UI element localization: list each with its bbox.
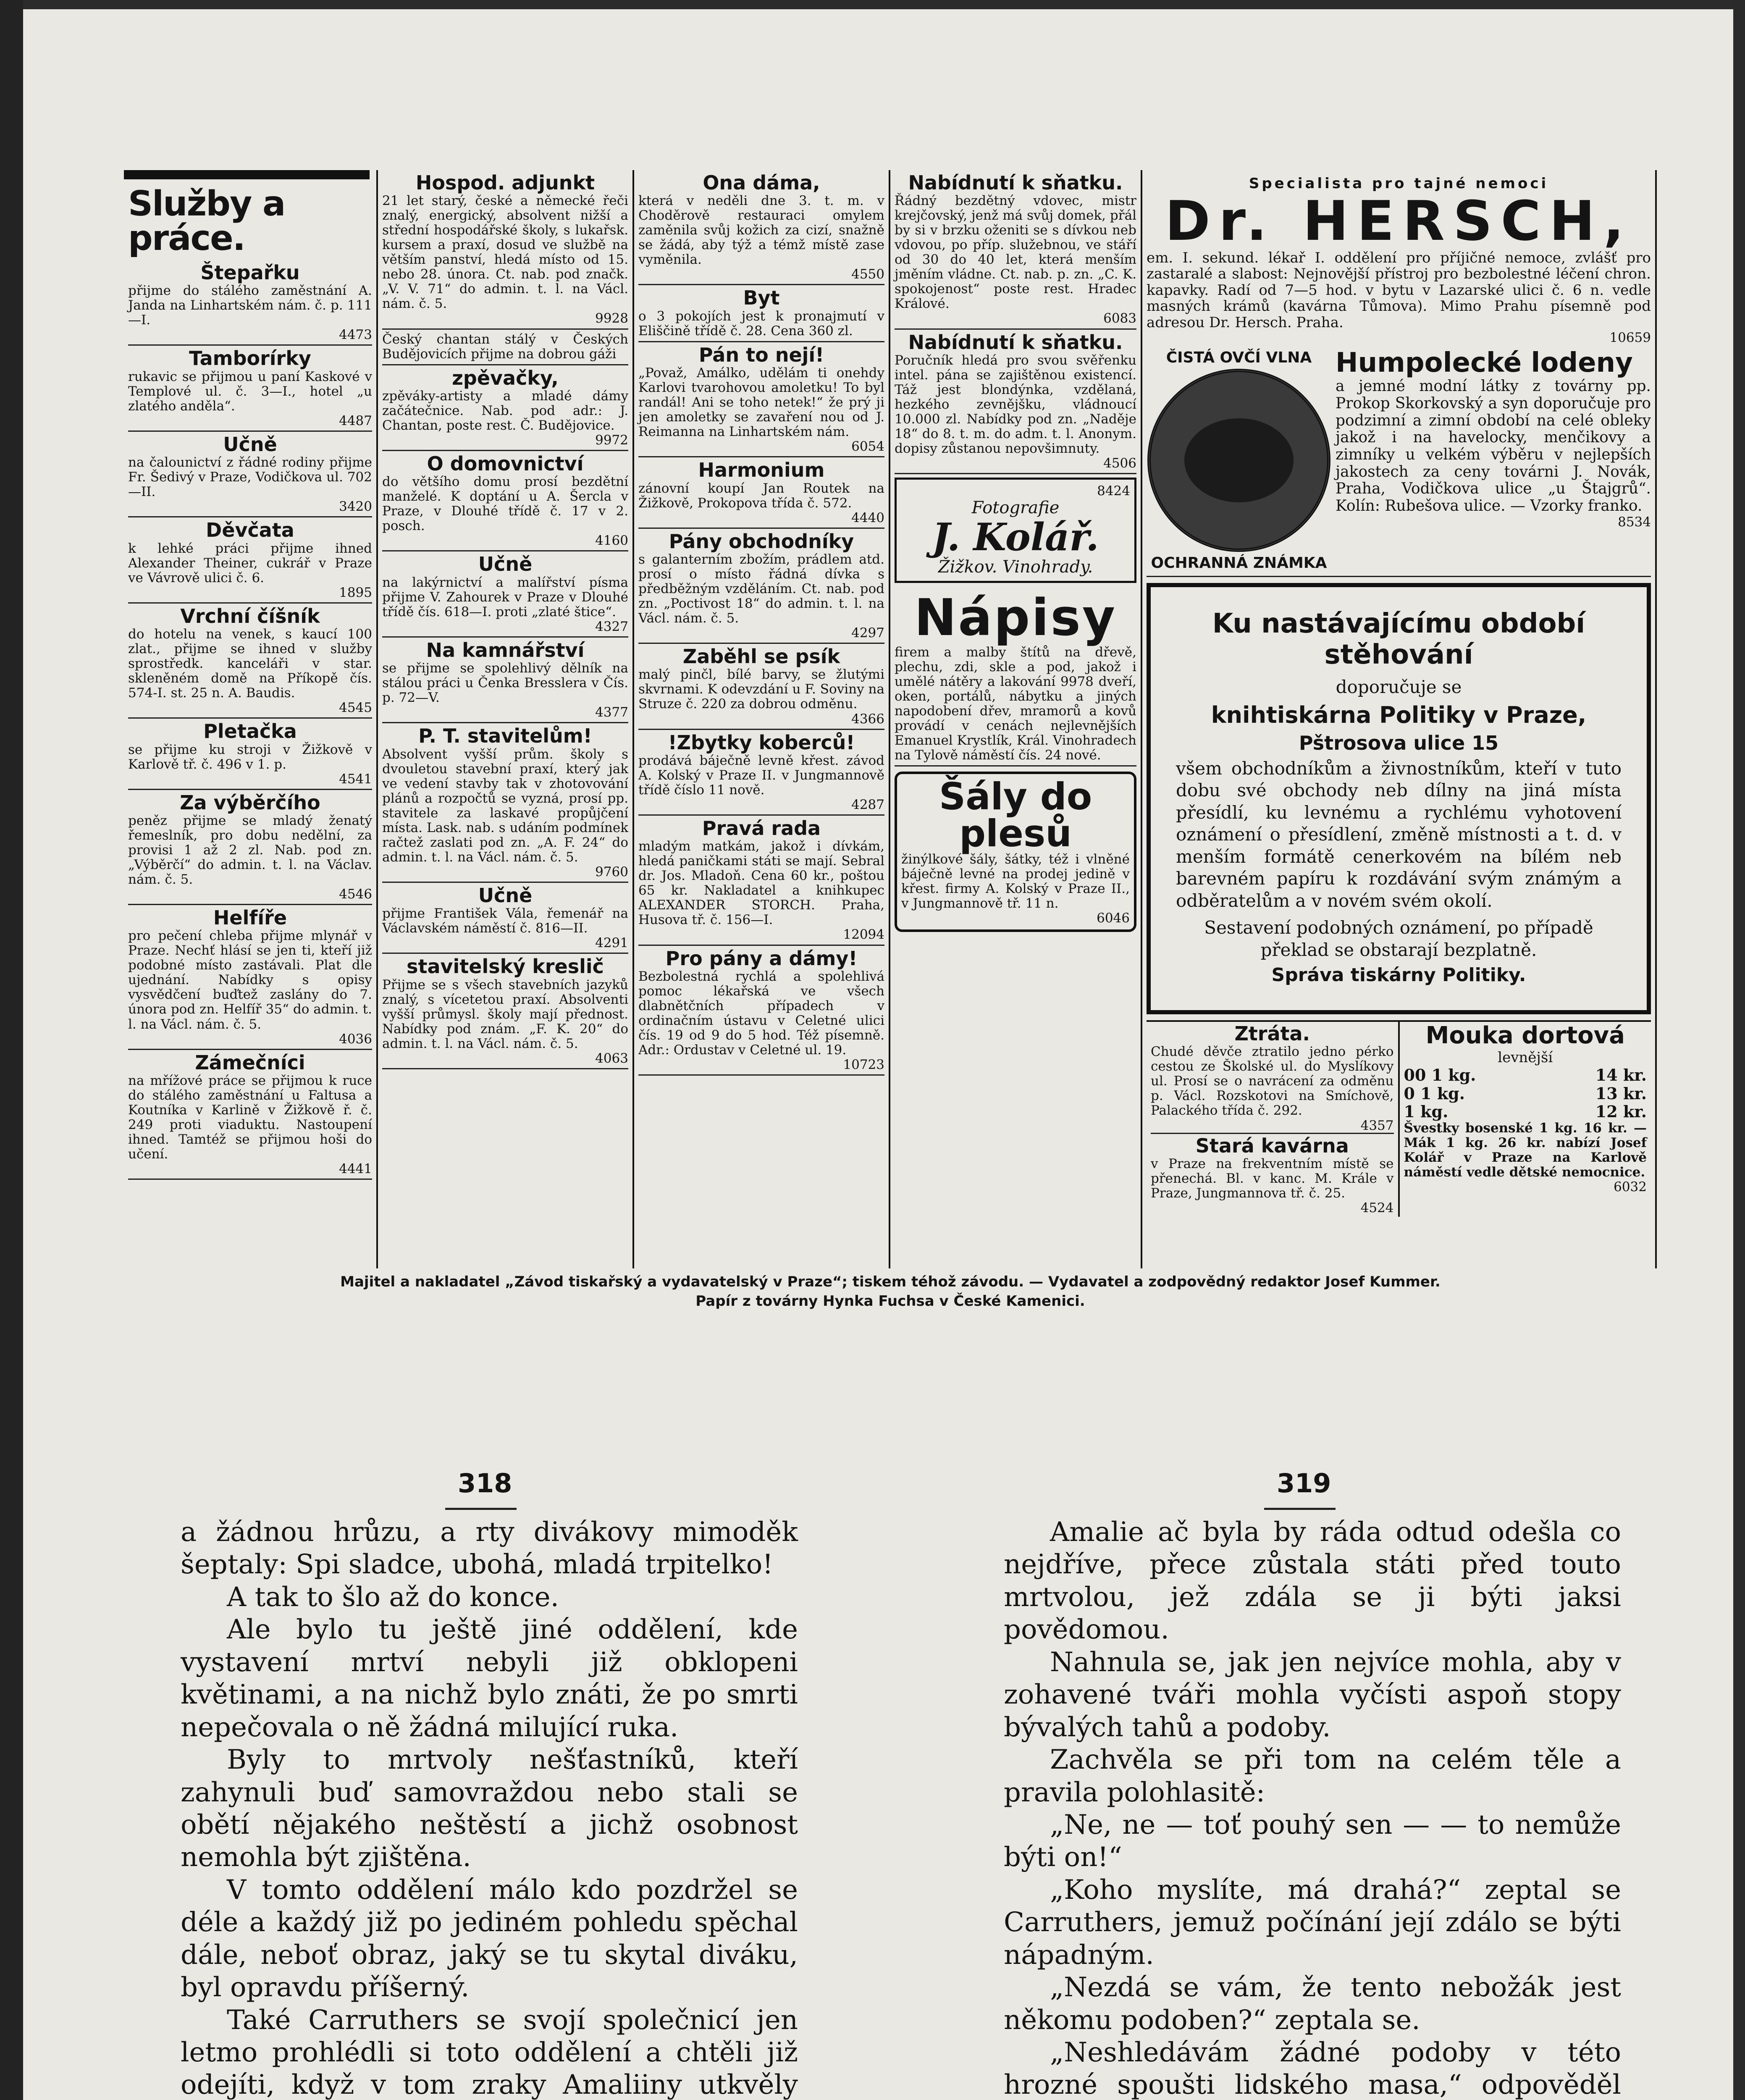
ad-number: 8534	[1618, 514, 1651, 530]
printshop-address: Pštrosova ulice 15	[1299, 731, 1499, 754]
paragraph: „Neshledávám žádné podoby v této hrozné spoušti lidského masa,“ odpověděl	[1004, 2037, 1621, 2100]
ad-number: 6054	[851, 439, 884, 454]
ad-number: 4287	[851, 797, 884, 812]
ad-body: firem a malby štítů na dřevě, plechu, zdi, skle a pod, jakož i umělé nátěry a lakování 9978 dveří, oken, portálů, nábytku a jiných napodobení dřev, mramorů a kovů provádí v cenách nejlevnějších Emanuel Krystlík, Král. Vinohradech na Tylově náměstí čís. 24 nové.	[895, 644, 1136, 763]
ad-heading: Nabídnutí k sňatku.	[908, 331, 1123, 354]
ad-item	[382, 638, 628, 723]
ad-number: 4327	[595, 619, 628, 634]
ad-number: 9760	[595, 864, 628, 879]
ad-heading: P. T. stavitelům!	[418, 724, 592, 748]
ads-page	[124, 170, 1657, 1310]
paragraph: Také Carruthers se svojí společnicí jen letmo prohlédli si toto oddělení a chtěli již odejíti, když v tom zraky Amaliiny utkvěly	[181, 2004, 798, 2100]
ad-body: peněz přijme se mladý ženatý řemeslník, pro dobu nedělní, za provisi 1 až 2 zl. Nab. pod zn. „Výběrčí“ do admin. t. l. na Václav. nám. č. 5.	[128, 813, 372, 887]
ad-marriage-2	[895, 330, 1136, 475]
ad-heading: Vrchní číšník	[180, 604, 320, 627]
ad-item	[638, 730, 884, 816]
ad-body: a jemné modní látky z továrny pp. Prokop Skorkovský a syn doporučuje pro podzimní a zimní období na celé obleky jakož i na havelocky, menčikovy a zimníky u velkém výběru v nejlepších jakostech za ceny továrni J. Novák, Praha, Vodičkova ulice „u Štajgrů“. Kolín: Rubešova ulice. — Vzorky franko.	[1336, 378, 1651, 515]
ad-body: rukavic se přijmou u paní Kaskové v Templové ul. č. 3—I., hotel „u zlatého anděla“.	[128, 369, 372, 414]
ad-heading: Stará kavárna	[1151, 1133, 1394, 1156]
ad-number: 3420	[339, 499, 372, 514]
ad-number: 4441	[339, 1161, 372, 1176]
ad-body: Bezbolestná rychlá a spolehlivá pomoc lékařská ve všech dlabnětčních případech v ordinačním ústavu v Celetné ulici čís. 19 od 9 do 5 hod. Též písemně. Adr.: Ordustav v Celetné ul. 19.	[638, 969, 884, 1058]
ad-item	[128, 790, 372, 905]
ad-number: 4550	[851, 267, 884, 282]
sheep-emblem-icon	[1147, 369, 1330, 552]
ad-body: malý pinčl, bílé barvy, se žlutými skvrnami. K odevzdání u F. Soviny na Struze č. 220 za dobrou odměnu.	[638, 667, 884, 712]
ads-column-4	[890, 170, 1142, 1268]
ad-heading: Humpolecké lodeny	[1336, 347, 1633, 379]
ad-heading: Pány obchodníky	[669, 530, 854, 553]
paragraph: Zachvěla se při tom na celém těle a pravila polohlasitě:	[1004, 1744, 1621, 1808]
ads-column-2	[378, 170, 634, 1268]
ad-item	[128, 905, 372, 1050]
ad-item	[128, 517, 372, 603]
ad-item	[638, 816, 884, 945]
ad-body: do většího domu prosí bezdětní manželé. K doptání u A. Šercla v Praze, v Dlouhé třídě č. 17 v 2. posch.	[382, 474, 628, 534]
book-text-left	[181, 1516, 798, 2100]
ad-number: 4063	[595, 1050, 628, 1066]
ad-heading: Pán to nejí!	[698, 343, 824, 366]
ad-number: 4473	[339, 327, 372, 343]
ad-item	[382, 883, 628, 954]
ad-body: na lakýrnictví a malířství písma přijme V. Zahourek v Praze v Dlouhé třídě čís. 618—I. proti „zlaté štice“.	[382, 575, 628, 620]
price-row: 1 kg. 12 kr.	[1404, 1102, 1647, 1121]
ad-heading: Učně	[478, 553, 533, 576]
ad-heading: !Zbytky koberců!	[668, 731, 855, 754]
ad-body: k lehké práci přijme ihned Alexander Theiner, cukrář v Praze ve Vávrově ulici č. 6.	[128, 541, 372, 585]
ads-column-3	[634, 170, 890, 1268]
ad-heading: Děvčata	[206, 519, 294, 542]
page-number-left: 318	[458, 1468, 512, 1499]
photographer-label: Fotografie	[971, 498, 1060, 518]
ad-item	[128, 346, 372, 431]
ad-number: 4160	[595, 533, 628, 549]
ad-number: 4487	[339, 413, 372, 428]
ad-body: žinýlkové šály, šátky, též i vlněné báječně levné na prodej jedině v křest. firmy A. Kolský v Praze II., v Jungmannově tř. 11 n.	[901, 851, 1130, 911]
printshop-line: doporučuje se	[1336, 677, 1462, 698]
ad-item	[382, 551, 628, 637]
ad-heading: Zámečníci	[195, 1051, 305, 1074]
ad-number: 4506	[1103, 455, 1136, 471]
hersch-tagline: Specialista pro tajné nemoci	[1249, 175, 1549, 192]
ad-flour	[1400, 1022, 1651, 1217]
ad-heading: Na kamnářství	[426, 638, 585, 662]
scan-edge-left	[0, 0, 23, 2100]
imprint-line: Papír z továrny Hynka Fuchsa v České Kamenici.	[695, 1292, 1085, 1310]
ad-number: 4357	[1360, 1118, 1394, 1133]
ad-heading: Učně	[223, 433, 277, 456]
ad-body: Český chantan stálý v Českých Budějovicích přijme na dobrou gáži	[382, 331, 628, 362]
ad-body: pro pečení chleba přijme mlynář v Praze. Nechť hlásí se jen ti, kteří již podobné místo zastávali. Plat dle ujednání. Nabídky s opisy vysvědčení buďtež zaslány do 7. února pod zn. Helfíř 35“ do admin. t. l. na Václ. nám. č. 5.	[128, 928, 372, 1032]
ad-body: Řádný bezdětný vdovec, mistr krejčovský, jenž má svůj domek, přál by si v brzku oženiti se s dívkou neb vdovou, po příp. služebnou, ve stáří od 30 do 40 let, která menším jměním vládne. Ct. nab. p. zn. „C. K. spokojenost“ poste rest. Hradec Králové.	[895, 193, 1136, 312]
ad-number: 4291	[595, 935, 628, 951]
ad-heading: Mouka dortová	[1425, 1022, 1625, 1050]
ad-item	[638, 644, 884, 730]
paragraph: „Ne, ne — toť pouhý sen — — to nemůže býti on!“	[1004, 1809, 1621, 1873]
ad-item	[128, 719, 372, 790]
price-row: 0 1 kg. 13 kr.	[1404, 1084, 1647, 1103]
ad-body: v Praze na frekventním místě se přenechá. Bl. v kanc. M. Krále v Praze, Jungmannova tř. č. 25.	[1151, 1156, 1394, 1201]
ad-body: Poručník hledá pro svou svěřenku intel. pána se zajištěnou existencí. Táž jest blondýnka, vzdělaná, hezkého zevnějšku, vládnoucí 10.000 zl. Nabídky pod zn. „Naděje 18“ do 8. t. m. do adm. t. l. Anonym. dopisy zůstanou nepovšimnuty.	[895, 352, 1136, 456]
hersch-name: Dr. HERSCH,	[1165, 189, 1633, 253]
ad-body: zánovní koupí Jan Routek na Žižkově, Prokopova třída č. 572.	[638, 480, 884, 511]
ad-heading: O domovnictví	[427, 452, 584, 475]
ad-heading: Helfíře	[213, 906, 287, 929]
ad-number: 6083	[1103, 311, 1136, 326]
ad-body: mladým matkám, jakož i dívkám, hledá paničkami státi se mají. Sebral dr. Jos. Mladoň. Cena 60 kr., poštou 65 kr. Nakladatel a knihkupec ALEXANDER STORCH. Praha, Husova tř. č. 156—I.	[638, 839, 884, 928]
imprint	[124, 1273, 1657, 1311]
page-number-rule	[1264, 1508, 1336, 1510]
ad-item	[638, 946, 884, 1076]
ad-heading: Byt	[743, 286, 780, 310]
ad-heading: zpěvačky,	[452, 366, 559, 389]
wool-stamp	[1147, 349, 1331, 572]
ad-body: se přijme ku stroji v Žižkově v Karlově tř. č. 496 v 1. p.	[128, 742, 372, 772]
ad-number: 9972	[595, 432, 628, 448]
ad-body: která v neděli dne 3. t. m. v Choděrově restauraci omylem zaměnila svůj kožich za cizí, snažně se žádá, aby týž a témž místě zase vyměnila.	[638, 193, 884, 268]
paragraph: „Koho myslíte, má drahá?“ zeptal se Carruthers, jemuž počínání její zdálo se býti nápadným.	[1004, 1874, 1621, 1971]
ad-item	[382, 954, 628, 1069]
ads-lost-and-cafe	[1147, 1022, 1400, 1217]
ad-item	[638, 529, 884, 644]
page-number-right: 319	[1277, 1468, 1331, 1499]
ad-number: 4297	[851, 625, 884, 641]
paragraph: A tak to šlo až do konce.	[227, 1581, 559, 1613]
ad-number: 8424	[1097, 483, 1130, 499]
ad-body: o 3 pokojích jest k pronajmutí v Eliščině třídě č. 28. Cena 360 zl.	[638, 308, 884, 339]
photographer-name: J. Kolář.	[932, 515, 1099, 560]
ad-heading: Šály do plesů	[939, 774, 1092, 855]
ads-column-1	[124, 170, 378, 1268]
ad-body: s galanterním zbožím, prádlem atd. prosí o místo řádná dívka s předběžným vzděláním. Ct. nab. pod zn. „Poctivost 18“ do admin. t. l. na Václ. nám. č. 5.	[638, 551, 884, 626]
trademark-label: OCHRANNÁ ZNÁMKA	[1151, 554, 1327, 572]
ad-body: Absolvent vyšší prům. školy s dvouletou stavební praxí, který jak ve vedení stavby tak v zhotovování plánů a rozpočtů se vyzná, prosí pp. stavitele za laskavé propůjčení místa. Lask. nab. s udáním podmínek račtež zaslati pod zn. „A. F. 24“ do admin. t. l. na Václ. nám. č. 5.	[382, 746, 628, 865]
price-row: 00 1 kg. 14 kr.	[1404, 1065, 1647, 1084]
ad-item	[382, 723, 628, 883]
ad-number: 4036	[339, 1031, 372, 1047]
ad-body: přijme František Vála, řemenář na Václavském náměstí č. 816—II.	[382, 906, 628, 936]
ad-item	[638, 457, 884, 528]
ad-heading: Tamborírky	[189, 347, 311, 370]
ad-number: 4377	[595, 705, 628, 720]
paragraph: V tomto oddělení málo kdo pozdržel se déle a každý již po jediném pohledu spěchal dále, neboť obraz, jaký se tu skytal diváku, byl opravdu příšerný.	[181, 1874, 798, 2003]
paragraph: Amalie ač byla by ráda odtud odešla co nejdříve, přece zůstala státi před touto mrtvolou, jež zdála se ji býti jaksi povědomou.	[1004, 1517, 1621, 1646]
ads-column-5	[1142, 170, 1657, 1268]
ad-number: 6046	[1097, 910, 1130, 926]
ad-body: „Považ, Amálko, udělám ti onehdy Karlovi tvarohovou amoletku! To byl randál! Ani se toho netek!“ že prý ji jen amoletky se zavaření nou od J. Reimanna na Linhartském nám.	[638, 365, 884, 440]
ad-shawls	[895, 772, 1136, 932]
lodens-text	[1336, 349, 1651, 572]
printshop-note: Sestavení podobných oznámení, po případě překlad se obstarají bezplatně.	[1204, 917, 1593, 960]
bottom-ads	[1147, 1020, 1651, 1217]
printshop-heading: Ku nastávajícímu období stěhování	[1212, 608, 1585, 671]
ad-heading: Štepařku	[200, 261, 300, 284]
scan-edge-top	[0, 0, 1745, 9]
ad-number: 1895	[339, 585, 372, 600]
ad-heading: Učně	[478, 884, 533, 907]
ad-heading: Pravá rada	[702, 817, 821, 840]
ad-lodens	[1147, 349, 1651, 577]
ad-body: prodává báječně levně křest. závod A. Kolský v Praze II. v Jungmannově třídě číslo 11 nově.	[638, 753, 884, 798]
ad-heading: Za výběrčího	[180, 791, 320, 814]
ad-number: 4524	[1360, 1200, 1394, 1215]
ad-heading: Pletačka	[203, 720, 297, 743]
paragraph: Nahnula se, jak jen nejvíce mohla, aby v zohavené tváři mohla vyčísti aspoň stopy bývalých tahů a podoby.	[1004, 1646, 1621, 1743]
ad-number: 10723	[843, 1057, 884, 1072]
ad-number: 10659	[1609, 330, 1651, 346]
printshop-body: všem obchodníkům a živnostníkům, kteří v tuto dobu své obchody neb dílny na jiná místa přesídlí, ku levnému a rychlému vyhotovení oznámení o přesídlení, změně místnosti a t. d. v menším formátě cenerkovém na bílém neb barevném papíru k rozdávání svým známým a odběratelům a v novém svém okolí.	[1176, 758, 1622, 911]
ad-marriage-1	[895, 170, 1136, 330]
printshop-signature: Správa tiskárny Politiky.	[1271, 964, 1526, 986]
ad-number: 6032	[1614, 1179, 1647, 1195]
ad-item	[638, 342, 884, 457]
ad-item	[638, 170, 884, 285]
ad-heading: Nápisy	[914, 588, 1117, 647]
ad-heading: Harmonium	[698, 459, 825, 482]
ad-body: do hotelu na venek, s kaucí 100 zlat., přijme se ihned v služby sprostředk. kanceláři v star. skleněném domě na Příkopě čís. 574-I. st. 25 n. A. Baudis.	[128, 627, 372, 701]
ad-heading: Hospod. adjunkt	[415, 171, 595, 194]
ad-body: na čalounictví z řádné rodiny přijme Fr. Šedivý v Praze, Vodičkova ul. 702—II.	[128, 455, 372, 500]
scan-edge-right	[1733, 0, 1745, 2100]
ad-item	[382, 365, 628, 451]
ad-body: na mřížové práce se přijmou k ruce do stálého zaměstnání u Faltusa a Koutníka v Karlině v Žižkově ř. č. 249 proti viaduktu. Nastoupení ihned. Tamtéž se přijmou hoši do učení.	[128, 1073, 372, 1162]
ad-number: 4366	[851, 711, 884, 727]
ad-item	[128, 432, 372, 517]
ad-heading: Ona dáma,	[703, 171, 820, 194]
ad-body: zpěváky-artisty a mladé dámy začátečnice. Nab. pod adr.: J. Chantan, poste rest. Č. Budějovice.	[382, 388, 628, 433]
ad-heading: Ztráta.	[1234, 1022, 1310, 1045]
paragraph: Ale bylo tu ještě jiné oddělení, kde vystavení mrtví nebyli již obklopeni květinami, a na nichž bylo znáti, že po smrti nepečovala o ně žádná milující ruka.	[181, 1614, 798, 1743]
ad-heading: stavitelský kreslič	[407, 955, 604, 978]
ad-photographer	[895, 478, 1136, 583]
ad-heading: Nabídnutí k sňatku.	[908, 171, 1123, 194]
ad-signs	[895, 586, 1136, 766]
ad-printshop	[1147, 583, 1651, 1014]
ad-number: 4546	[339, 887, 372, 902]
ad-body: Přijme se s všech stavebních jazyků znalý, s vícetetou praxí. Absolventi vyšší průmysl. školy mají přednost. Nabídky pod znám. „F. K. 20“ do admin. t. l. na Václ. nám. č. 5.	[382, 977, 628, 1051]
ad-number: 4440	[851, 510, 884, 525]
ad-item	[128, 1050, 372, 1180]
ad-body: 21 let starý, české a německé řeči znalý, energický, absolvent nižší a střední hospodářské školy, s lukařsk. kursem a praxí, dosud ve službě na větším panství, hledá místo od 15. nebo 28. února. Ct. nab. pod značk. „V. V. 71“ do admin. t. l. na Václ. nám. č. 5.	[382, 193, 628, 312]
photographer-location: Žižkov. Vinohrady.	[938, 557, 1093, 577]
page-number-rule	[445, 1508, 517, 1510]
ad-body: přijme do stálého zaměstnání A. Janda na Linhartském nám. č. p. 111—I.	[128, 283, 372, 328]
hersch-body: em. I. sekund. lékař I. oddělení pro příjičné nemoce, zvlášť pro zastaralé a slabost: Nejnovější přístroj pro bezbolestné léčení chron. kapavky. Radí od 7—5 hod. v bytu v Lazarské ulici č. 6 n. vedle masných krámů (kavárna Tůmova). Mimo Prahu písemně pod adresou Dr. Hersch. Praha.	[1147, 249, 1651, 331]
ad-item	[382, 451, 628, 551]
wool-label: ČISTÁ OVČÍ VLNA	[1166, 349, 1312, 367]
printshop-name: knihtiskárna Politiky v Praze,	[1211, 701, 1587, 728]
ad-item	[382, 170, 628, 330]
paragraph: a žádnou hrůzu, a rty divákovy mimoděk šeptaly: Spi sladce, ubohá, mladá trpitelko!	[181, 1517, 798, 1580]
ad-body: Chudé děvče ztratilo jedno pérko cestou ze Školské ul. do Myslíkovy ul. Prosí se o navrácení za odměnu p. Václ. Rozskotovi na Smíchově, Palackého třída č. 292.	[1151, 1044, 1394, 1118]
paragraph: Byly to mrtvoly nešťastníků, kteří zahynuli buď samovraždou nebo stali se obětí nějakého neštěstí a jichž osobnost nemohla být zjištěna.	[181, 1744, 798, 1873]
book-text-right	[1004, 1516, 1621, 2100]
ad-item	[382, 330, 628, 365]
ad-number: 4541	[339, 771, 372, 787]
paragraph: „Nezdá se vám, že tento nebožák jest někomu podoben?“ zeptala se.	[1004, 1972, 1621, 2036]
column-rule	[124, 170, 370, 179]
ad-item	[128, 604, 372, 719]
ad-number: 9928	[595, 311, 628, 326]
ad-body: Švestky bosenské 1 kg. 16 kr. — Mák 1 kg. 26 kr. nabízí Josef Kolář v Praze na Karlově náměstí vedle dětské nemocnice.	[1404, 1120, 1647, 1180]
imprint-line: Majitel a nakladatel „Závod tiskařský a vydavatelský v Praze“; tiskem téhož závodu. — Vydavatel a zodpovědný redaktor Josef Kummer.	[340, 1273, 1441, 1290]
ad-number: 4545	[339, 700, 372, 716]
ad-body: se přijme se spolehlivý dělník na stálou práci u Čenka Bresslera v Čís. p. 72—V.	[382, 661, 628, 706]
ad-heading: Zaběhl se psík	[682, 645, 840, 668]
ad-subheading: levnější	[1498, 1049, 1553, 1066]
ad-number: 12094	[843, 927, 884, 942]
ad-heading: Pro pány a dámy!	[665, 947, 858, 970]
section-title: Služby a práce.	[128, 184, 285, 258]
ad-item	[128, 260, 372, 346]
ad-item	[638, 285, 884, 342]
